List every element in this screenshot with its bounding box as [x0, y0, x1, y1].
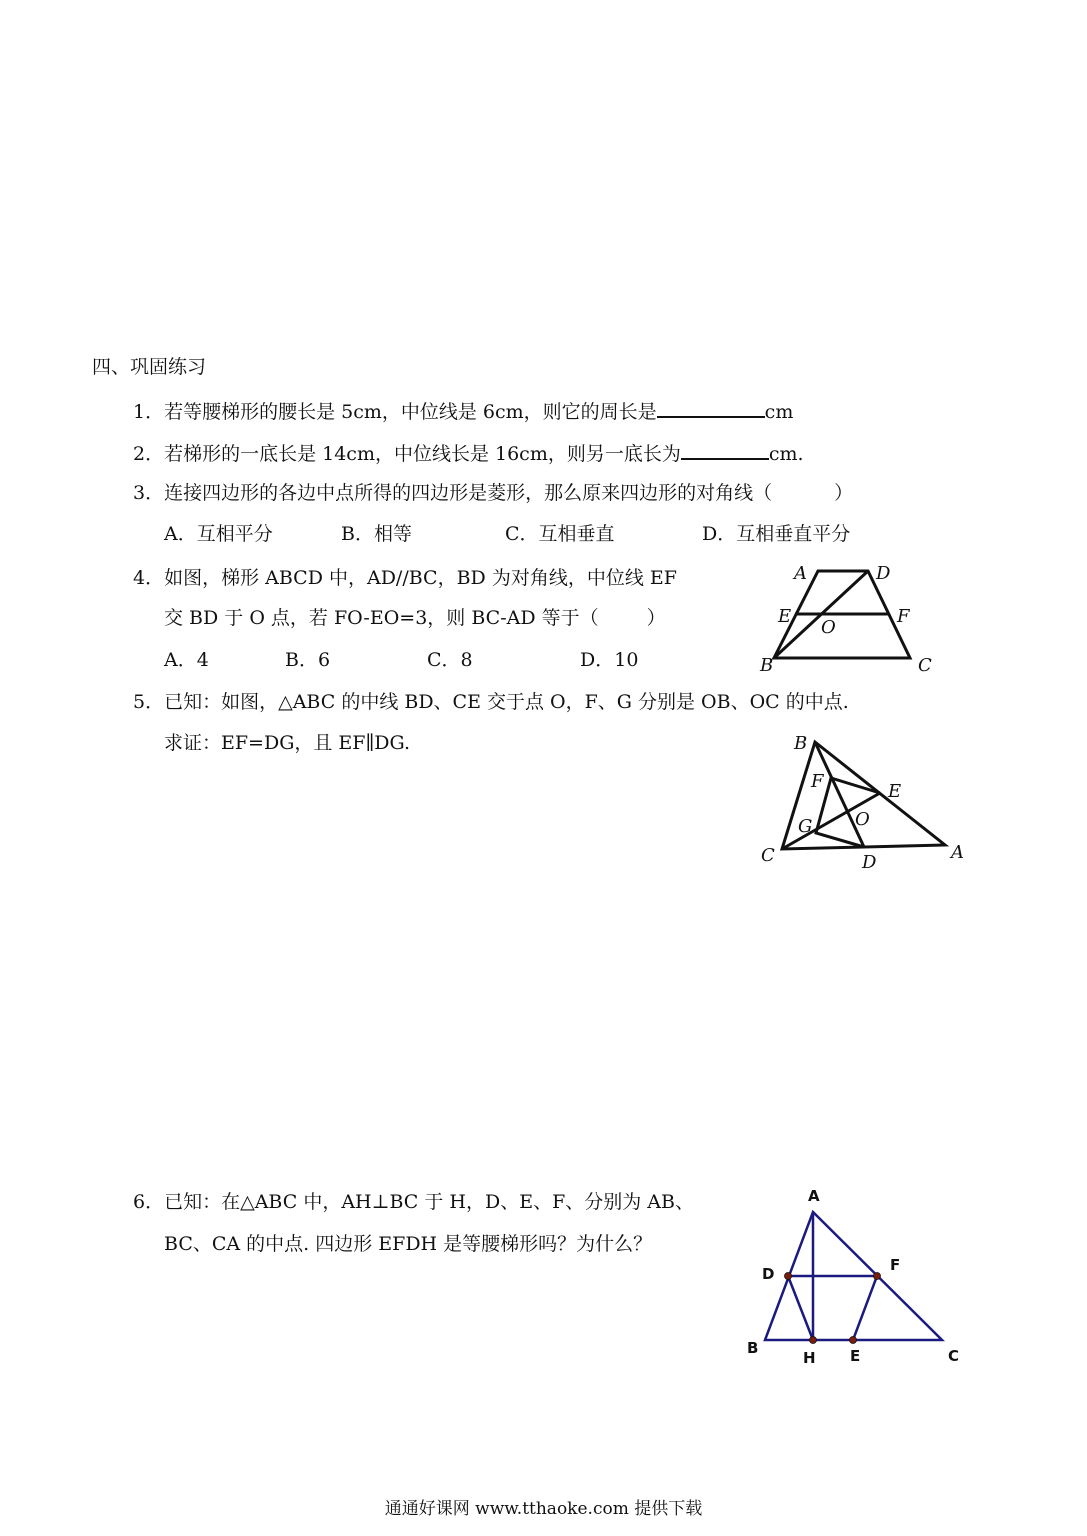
footer-text: 通通好课网 www.tthaoke.com 提供下载	[384, 1499, 703, 1519]
question-5-number: 5．	[133, 691, 165, 713]
question-2-text: 若梯形的一底长是 14cm，中位线长是 16cm，则另一底长为	[164, 443, 681, 465]
question-5-text-1: 已知：如图，△ABC 的中线 BD、CE 交于点 O，F、G 分别是 OB、OC 的中点.	[164, 691, 849, 713]
label-a: A	[794, 563, 807, 584]
label-o: O	[855, 809, 870, 830]
label-a: A	[951, 842, 964, 863]
label-e: E	[888, 781, 902, 802]
point-e	[850, 1337, 857, 1344]
question-6-text-2: BC、CA 的中点. 四边形 EFDH 是等腰梯形吗？为什么？	[164, 1233, 653, 1255]
point-f	[874, 1273, 881, 1280]
segment-fe	[853, 1276, 877, 1340]
question-5-text-2: 求证：EF=DG，且 EF∥DG.	[164, 732, 411, 754]
label-f: F	[811, 771, 824, 792]
label-h: H	[803, 1349, 816, 1367]
question-4-text-1: 如图，梯形 ABCD 中，AD//BC，BD 为对角线，中位线 EF	[164, 567, 677, 589]
label-c: C	[918, 655, 932, 676]
question-3-number: 3．	[133, 482, 165, 504]
question-1-unit: cm	[764, 401, 794, 423]
question-4-text-2: 交 BD 于 O 点，若 FO-EO=3，则 BC-AD 等于（	[164, 607, 599, 629]
question-4-option-a[interactable]: A．4	[164, 649, 209, 671]
question-4-option-d[interactable]: D．10	[580, 649, 639, 671]
segment-dh	[788, 1276, 813, 1340]
question-6-text-1: 已知：在△ABC 中，AH⊥BC 于 H，D、E、F、分别为 AB、	[164, 1191, 694, 1213]
question-3-text: 连接四边形的各边中点所得的四边形是菱形，那么原来四边形的对角线（	[164, 482, 773, 504]
label-b: B	[794, 733, 808, 754]
label-b: B	[760, 655, 774, 676]
question-4-close: ）	[646, 607, 666, 629]
question-3-option-b[interactable]: B．相等	[341, 523, 412, 545]
question-6-number: 6．	[133, 1191, 165, 1213]
label-d: D	[862, 852, 877, 873]
question-1-text: 若等腰梯形的腰长是 5cm，中位线是 6cm，则它的周长是	[164, 401, 657, 423]
label-c: C	[761, 845, 775, 866]
question-2-unit: cm.	[768, 443, 804, 465]
label-o: O	[821, 617, 836, 638]
point-d	[785, 1273, 792, 1280]
question-1-number: 1．	[133, 401, 165, 423]
label-d: D	[876, 563, 891, 584]
label-g: G	[798, 816, 813, 837]
question-3-option-c[interactable]: C．互相垂直	[505, 523, 615, 545]
question-3-close: ）	[834, 482, 854, 504]
point-h	[810, 1337, 817, 1344]
label-e: E	[850, 1347, 861, 1365]
question-4-option-b[interactable]: B．6	[285, 649, 331, 671]
label-a: A	[808, 1187, 820, 1205]
label-f: F	[897, 606, 910, 627]
label-d: D	[762, 1265, 775, 1283]
section-title: 四、巩固练习	[92, 356, 207, 378]
label-c: C	[948, 1347, 960, 1365]
question-4-number: 4．	[133, 567, 165, 589]
label-f: F	[890, 1256, 901, 1274]
question-3-option-a[interactable]: A．互相平分	[164, 523, 273, 545]
question-4-option-c[interactable]: C．8	[427, 649, 473, 671]
question-3-option-d[interactable]: D．互相垂直平分	[702, 523, 851, 545]
label-e: E	[778, 606, 792, 627]
label-b: B	[747, 1339, 759, 1357]
question-2-number: 2．	[133, 443, 165, 465]
